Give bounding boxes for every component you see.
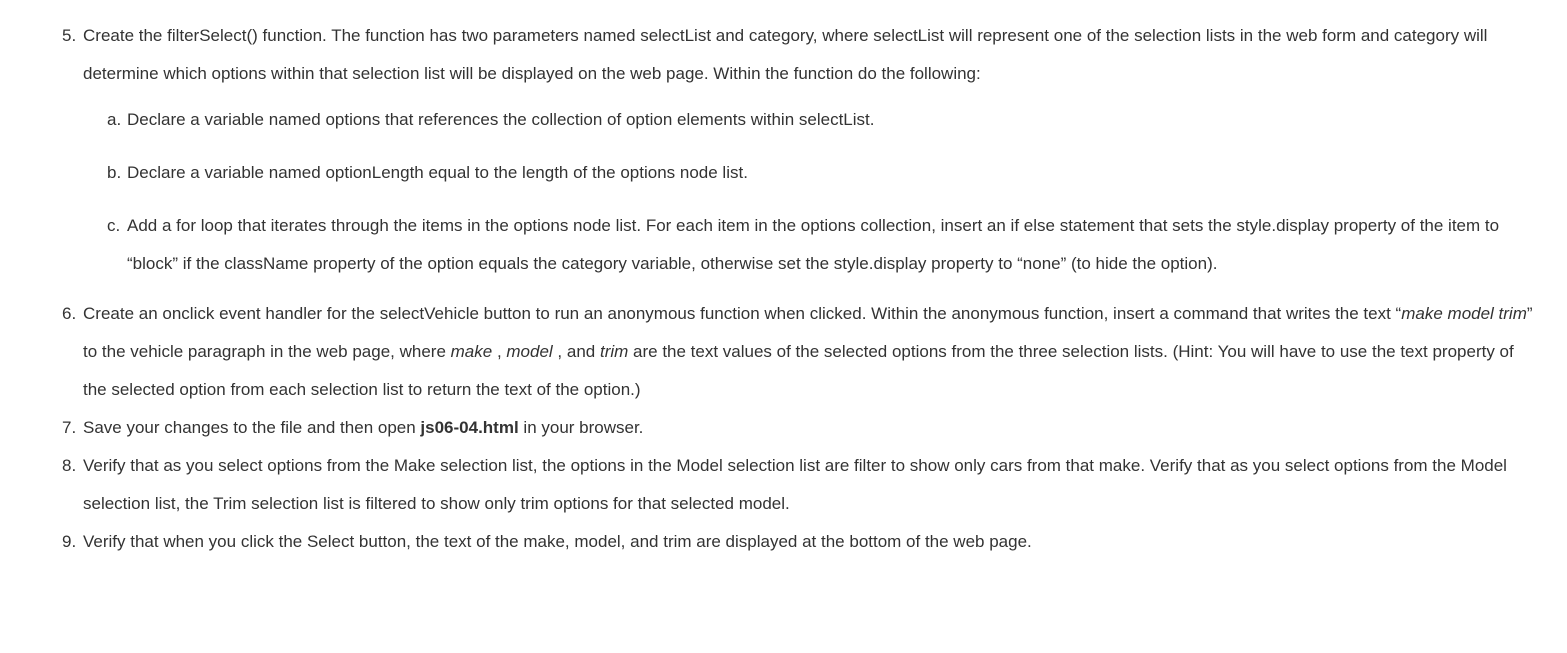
- emphasis-trim: trim: [599, 342, 629, 361]
- step-number: 8.: [62, 456, 77, 475]
- step-text: Verify that as you select options from the Make selection list, the options in the Model selection list are filter to show only cars from that make. Verify that as you select options from the Model selection list, the Trim selection list is filtered to show only trim options for that selected model.: [83, 456, 1507, 513]
- substep-letter: a.: [107, 110, 122, 129]
- step-6: [62, 295, 1533, 409]
- step-7: [62, 409, 1533, 447]
- substep-text: Declare a variable named optionLength equal to the length of the options node list.: [127, 163, 748, 182]
- substeps-list: [83, 101, 1533, 283]
- step-number: 9.: [62, 532, 77, 551]
- substep-letter: b.: [107, 163, 122, 182]
- step-text-part: ” to the vehicle paragraph in the web page, where: [83, 304, 1533, 361]
- step-5: [62, 17, 1533, 283]
- step-number: 5.: [62, 26, 77, 45]
- step-text: Create the filterSelect() function. The function has two parameters named selectList and category, where selectList will represent one of the selection lists in the web form and category will determine which options within that selection list will be displayed on the web page. Within the function do the following:: [83, 26, 1488, 83]
- substep-text: Add a for loop that iterates through the items in the options node list. For each item in the options collection, insert an if else statement that sets the style.display property of the item to “block” if the className property of the option equals the category variable, otherwise set the style.display property to “none” (to hide the option).: [127, 216, 1500, 273]
- step-8: [62, 447, 1533, 523]
- substep-text: Declare a variable named options that references the collection of option elements within selectList.: [127, 110, 875, 129]
- substep-c: [107, 207, 1533, 283]
- step-number: 6.: [62, 304, 77, 323]
- step-text-part: Create an onclick event handler for the selectVehicle button to run an anonymous function when clicked. Within the anonymous function, insert a command that writes the text “: [83, 304, 1402, 323]
- step-text: Verify that when you click the Select button, the text of the make, model, and trim are displayed at the bottom of the web page.: [83, 532, 1032, 551]
- step-text-part: , and: [552, 342, 600, 361]
- emphasis-make-model-trim: make model trim: [1401, 304, 1527, 323]
- substep-a: [107, 101, 1533, 139]
- step-text-part: in your browser.: [518, 418, 644, 437]
- substep-b: [107, 154, 1533, 192]
- filename-bold: js06-04.html: [420, 418, 519, 437]
- step-number: 7.: [62, 418, 77, 437]
- substep-letter: c.: [107, 216, 121, 235]
- emphasis-make: make: [450, 342, 493, 361]
- steps-list: [0, 17, 1533, 561]
- emphasis-model: model: [506, 342, 553, 361]
- step-9: [62, 523, 1533, 561]
- step-text-part: ,: [492, 342, 507, 361]
- step-text-part: Save your changes to the file and then open: [83, 418, 421, 437]
- step-text-part: are the text values of the selected options from the three selection lists. (Hint: You will have to use the text property of the selected option from each selection list to return the text of the option.): [83, 342, 1514, 399]
